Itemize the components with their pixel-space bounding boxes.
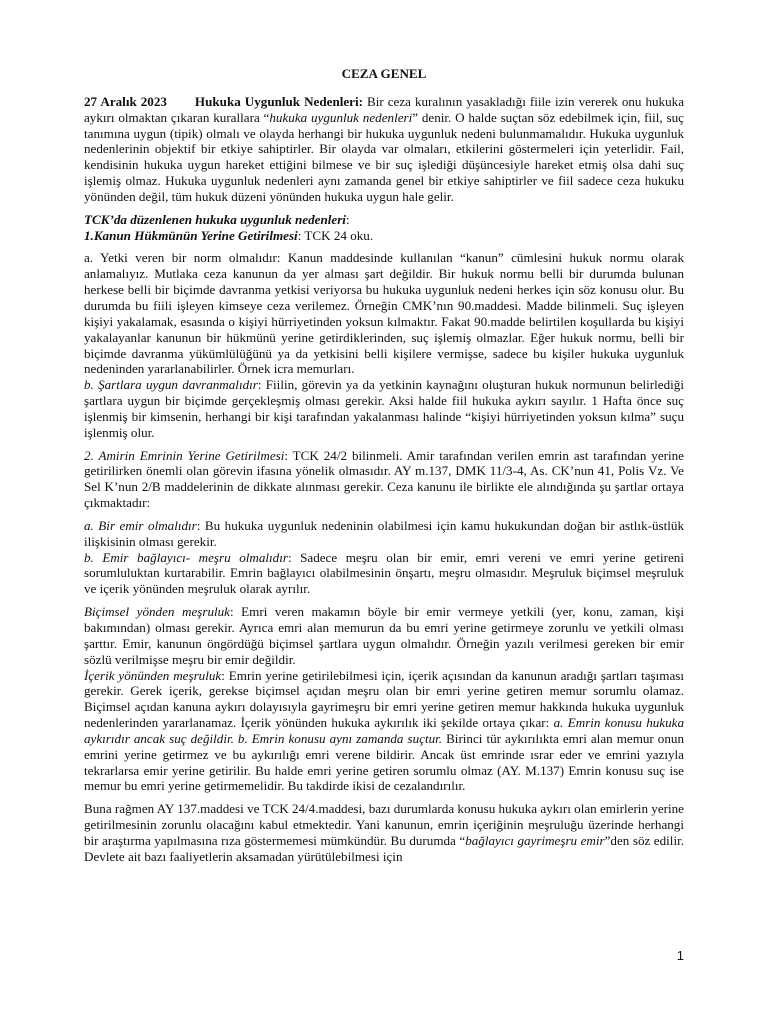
term-hukuka-uygunluk: hukuka uygunluk nedenleri — [269, 109, 413, 125]
subheading-kanun-hukmu: 1.Kanun Hükmünün Yerine Getirilmesi: TCK 24 oku. — [84, 227, 374, 243]
paragraph-kanun-a: a. Yetki veren bir norm olmalıdır: Kanun maddesinde kullanılan “kanun” cümlesini hukuk normu olarak anlamalıyız. Mutlaka ceza kanunun da yer alması şart değildir. Bir hukuk normu belli bir durumda bulunan herkese belli bir biçimde davranma yetkisi veriyorsa bu hukuka uygunluk nedeni herkes için söz konusu olur. Bu durumda bu fiili işleyen kimseye ceza verilemez. Örneğin CMK’nın 90.maddesi. Madde bilinmeli. Suç işleyen kişiyi yakalamak, esasında o kişiyi hürriyetinden yoksun kılmaktır. Fakat 90.madde belirtilen koşullarda bu kişiyi yakalayanlar kanunun bir hükmünü yerine getirdiklerinden, suç işlemiş olmazlar. Eğer hukuk normu, belli bir biçimde davranma yükümlülüğünü ya da yetkisini belli kişilere vermişse, sadece bu kişiler hukuka uygunluk nedeninden yararlanabilirler. Örnek icra memurları. — [84, 250, 684, 377]
intro-paragraph: 27 Aralık 2023 Hukuka Uygunluk Nedenleri: Bir ceza kuralının yasakladığı fiile izin vererek onu hukuka aykırı olmaktan çıkaran kurallara “hukuka uygunluk nedenleri” denir. O halde suçtan söz edebilmek için, fiil, suç tanımına uygun (tipik) olmalı ve olayda herhangi bir hukuka uygunluk nedeni bulunmamalıdır. Hukuka uygunluk nedenlerinin objektif bir etkiye sahiptirler. Bir olayda var olmaları, etkilerini göstermeleri için yeterlidir. Fail, kendisinin hukuka uygun hareket ettiğini bilmese ve bir suç işlediği düşüncesiyle hareket etmiş olsa dahi suç işlemiş olmaz. Hukuka uygunluk nedenleri aynı zamanda genel bir etkiye sahiptirler ve fiil sadece ceza hukuku yönünden değil, tüm hukuk düzeni yönünden hukuka uygun hale gelir. — [84, 93, 685, 204]
paragraph-icerik: İçerik yönünden meşruluk: Emrin yerine getirilebilmesi için, içerik açısından da kanunun aradığı şartları taşıması gerekir. Gerek içerik, gerekse biçimsel açıdan meşru olan bir emri yerine getiren memur sorumlu olamaz. Biçimsel açıdan kanuna aykırı dolayısıyla gayrimeşru bir emri yerine getiren memur hakkında hukuka uygunluk nedenlerinden yararlanamaz. İçerik yönünden hukuka aykırılık iki şekilde ortaya çıkar: a. Emrin konusu hukuka aykırıdır ancak suç değildir. b. Emrin konusu aynı zamanda suçtur. Birinci tür aykırılıkta emri alan memur onun emrini yerine getirmez ve bu aykırılığı emri verene bildirir. Ancak üst emrinde ısrar eder ve emrini yazıyla tekrarlarsa emir yerine getirilir. Bu halde emri yerine getiren sorumlu olmaz (AY. M.137) Emrin konusu suç ise memur bu emri yerine getirmemelidir. Bu takdirde ikisi de cezalandırılır. — [84, 667, 685, 794]
document-page — [84, 66, 684, 865]
section-heading: Hukuka Uygunluk Nedenleri: — [194, 93, 363, 109]
paragraph-amir-b: b. Emir bağlayıcı- meşru olmalıdır: Sadece meşru olan bir emir, emri vereni ve emri yerine getireni sorumluluktan kurtarabilir. Emrin bağlayıcı olabilmesinin önşartı, meşru olmasıdır. Meşruluk biçimsel meşruluk ve içerik yönünden meşruluk olarak ayrılır. — [84, 549, 684, 597]
tck-heading: TCK’da düzenlenen hukuka uygunluk nedenleri: — [84, 211, 350, 227]
date: 27 Aralık 2023 — [84, 93, 167, 109]
page-number: 1 — [676, 948, 684, 963]
paragraph-bicimsel: Biçimsel yönden meşruluk: Emri veren makamın böyle bir emir vermeye yetkili (yer, konu, zaman, kişi bakımından) olması gerekir. Ayrıca emri alan memurun da bu emri yerine getirmeye zorunlu ve yetkili olması şarttır. Emir, kanunun öngördüğü biçimsel şartlara uygun olmalıdır. Örneğin yazılı verilmesi gereken bir emir sözlü verilmişse meşru bir emir değildir. — [84, 604, 684, 667]
icerik-cases: a. Emrin konusu hukuka aykırıdır ancak suç değildir. b. Emrin konusu aynı zamanda suçtur. — [84, 715, 685, 746]
paragraph-final: Buna rağmen AY 137.maddesi ve TCK 24/4.maddesi, bazı durumlarda konusu hukuka aykırı olan emirlerin yerine getirilmesinin zorunlu olacağını kabul etmektedir. Yani kanunun, emrin içeriğinin meşruluğu üzerinde herhangi bir araştırma yapılmasına rıza göstermemesi mümkündür. Bu durumda “bağlayıcı gayrimeşru emir”den söz edilir. Devlete ait bazı faaliyetlerin aksamadan yürütülebilmesi için — [84, 801, 684, 864]
paragraph-amir: 2. Amirin Emrinin Yerine Getirilmesi: TCK 24/2 bilinmeli. Amir tarafından verilen emrin ast tarafından yerine getirilirken önemli olan görevin ifasına yönelik olmasıdır. AY m.137, DMK 11/3-4, As. CK’nun 41, Polis Vz. Ve Sel K’nun 2/B maddelerinin de dikkate alınması gerekir. Ceza kanunu ile birlikte ele alındığında şu şartlar ortaya çıkmaktadır: — [84, 447, 684, 511]
paragraph-kanun-b: b. Şartlara uygun davranmalıdır: Fiilin, görevin ya da yetkinin kaynağını oluşturan hukuk normunun belirlediği şartlara uygun bir biçimde gerçekleşmiş olması gerekir. Aksi halde fiil hukuka aykırı sayılır. 1 Hafta önce suç işlenmiş bir kimsenin, herhangi bir kişi tarafından yakalanması halinde “kişiyi hürriyetinden yoksun kılma” suçu işlenmiş olur. — [84, 377, 684, 440]
paragraph-amir-a: a. Bir emir olmalıdır: Bu hukuka uygunluk nedeninin olabilmesi için kamu hukukundan doğan bir astlık-üstlük ilişkisinin olması gerekir. — [84, 517, 684, 549]
term-baglayici: bağlayıcı gayrimeşru emir — [465, 832, 605, 848]
document-title: CEZA GENEL — [341, 66, 427, 81]
